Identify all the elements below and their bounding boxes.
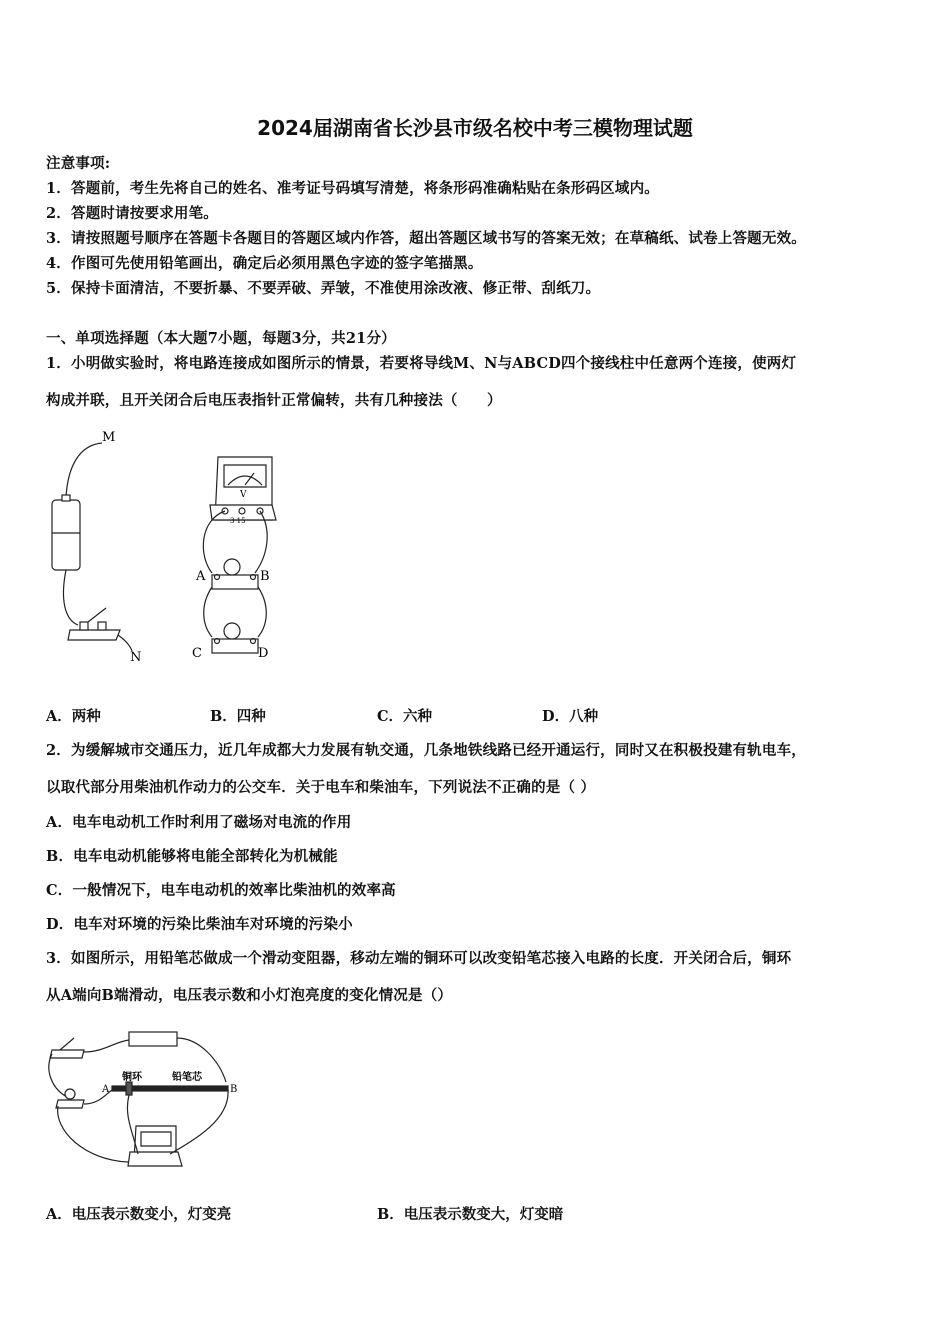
notice-heading: 注意事项: xyxy=(46,155,111,172)
question-2-text: 2．为缓解城市交通压力，近几年成都大力发展有轨交通，几条地铁线路已经开通运行，同时又在积极投建有轨电车， xyxy=(46,742,806,759)
label-range: 3 15 xyxy=(230,517,246,525)
label-m: M xyxy=(102,430,116,445)
q2-option-d[interactable]: D．电车对环境的污染比柴油车对环境的污染小 xyxy=(46,916,353,933)
question-3-text: 3．如图所示，用铅笔芯做成一个滑动变阻器，移动左端的铜环可以改变铅笔芯接入电路的长度．开关闭合后，铜环 xyxy=(46,950,792,967)
q3-option-b[interactable]: B．电压表示数变大，灯变暗 xyxy=(377,1206,564,1223)
notice-item: 4．作图可先使用铅笔画出，确定后必须用黑色字迹的签字笔描黑。 xyxy=(46,255,483,272)
label-pencil-lead: 铅笔芯 xyxy=(172,1072,202,1083)
label-a: A xyxy=(196,569,206,584)
notice-item: 2．答题时请按要求用笔。 xyxy=(46,205,218,222)
notice-item: 3．请按照题号顺序在答题卡各题目的答题区域内作答，超出答题区域书写的答案无效；在草稿纸、试卷上答题无效。 xyxy=(46,230,806,247)
label-b: B xyxy=(260,569,270,584)
q1-option-d[interactable]: D．八种 xyxy=(542,708,599,725)
q2-option-c[interactable]: C．一般情况下，电车电动机的效率比柴油机的效率高 xyxy=(46,882,396,899)
q2-option-b[interactable]: B．电车电动机能够将电能全部转化为机械能 xyxy=(46,848,338,865)
label-end-a: A xyxy=(102,1084,110,1095)
question-1-circuit-figure xyxy=(40,425,300,675)
question-3-circuit-figure xyxy=(44,1020,244,1170)
label-d: D xyxy=(258,646,269,661)
question-1-text: 构成并联，且开关闭合后电压表指针正常偏转，共有几种接法（ ） xyxy=(46,392,502,409)
label-c: C xyxy=(192,646,202,661)
label-end-b: B xyxy=(230,1084,238,1095)
question-2-text: 以取代部分用柴油机作动力的公交车．关于电车和柴油车，下列说法不正确的是（ ） xyxy=(46,779,596,796)
page-title: 2024届湖南省长沙县市级名校中考三模物理试题 xyxy=(257,116,693,140)
label-n: N xyxy=(130,650,142,665)
label-v: V xyxy=(240,490,247,500)
q1-option-a[interactable]: A．两种 xyxy=(46,708,101,725)
notice-item: 5．保持卡面清洁，不要折暴、不要弄破、弄皱，不准使用涂改液、修正带、刮纸刀。 xyxy=(46,280,601,297)
question-1-text: 1．小明做实验时，将电路连接成如图所示的情景，若要将导线M、N与ABCD四个接线柱中任意两个连接，使两灯 xyxy=(46,355,797,372)
q1-option-b[interactable]: B．四种 xyxy=(210,708,266,725)
label-copper-ring: 铜环 xyxy=(122,1072,142,1083)
q1-option-c[interactable]: C．六种 xyxy=(377,708,433,725)
q3-option-a[interactable]: A．电压表示数变小，灯变亮 xyxy=(46,1206,232,1223)
question-3-text: 从A端向B端滑动，电压表示数和小灯泡亮度的变化情况是（） xyxy=(46,987,453,1004)
section-heading: 一、单项选择题（本大题7小题，每题3分，共21分） xyxy=(46,330,396,347)
notice-item: 1．答题前，考生先将自己的姓名、准考证号码填写清楚，将条形码准确粘贴在条形码区域内。 xyxy=(46,180,659,197)
q2-option-a[interactable]: A．电车电动机工作时利用了磁场对电流的作用 xyxy=(46,814,352,831)
